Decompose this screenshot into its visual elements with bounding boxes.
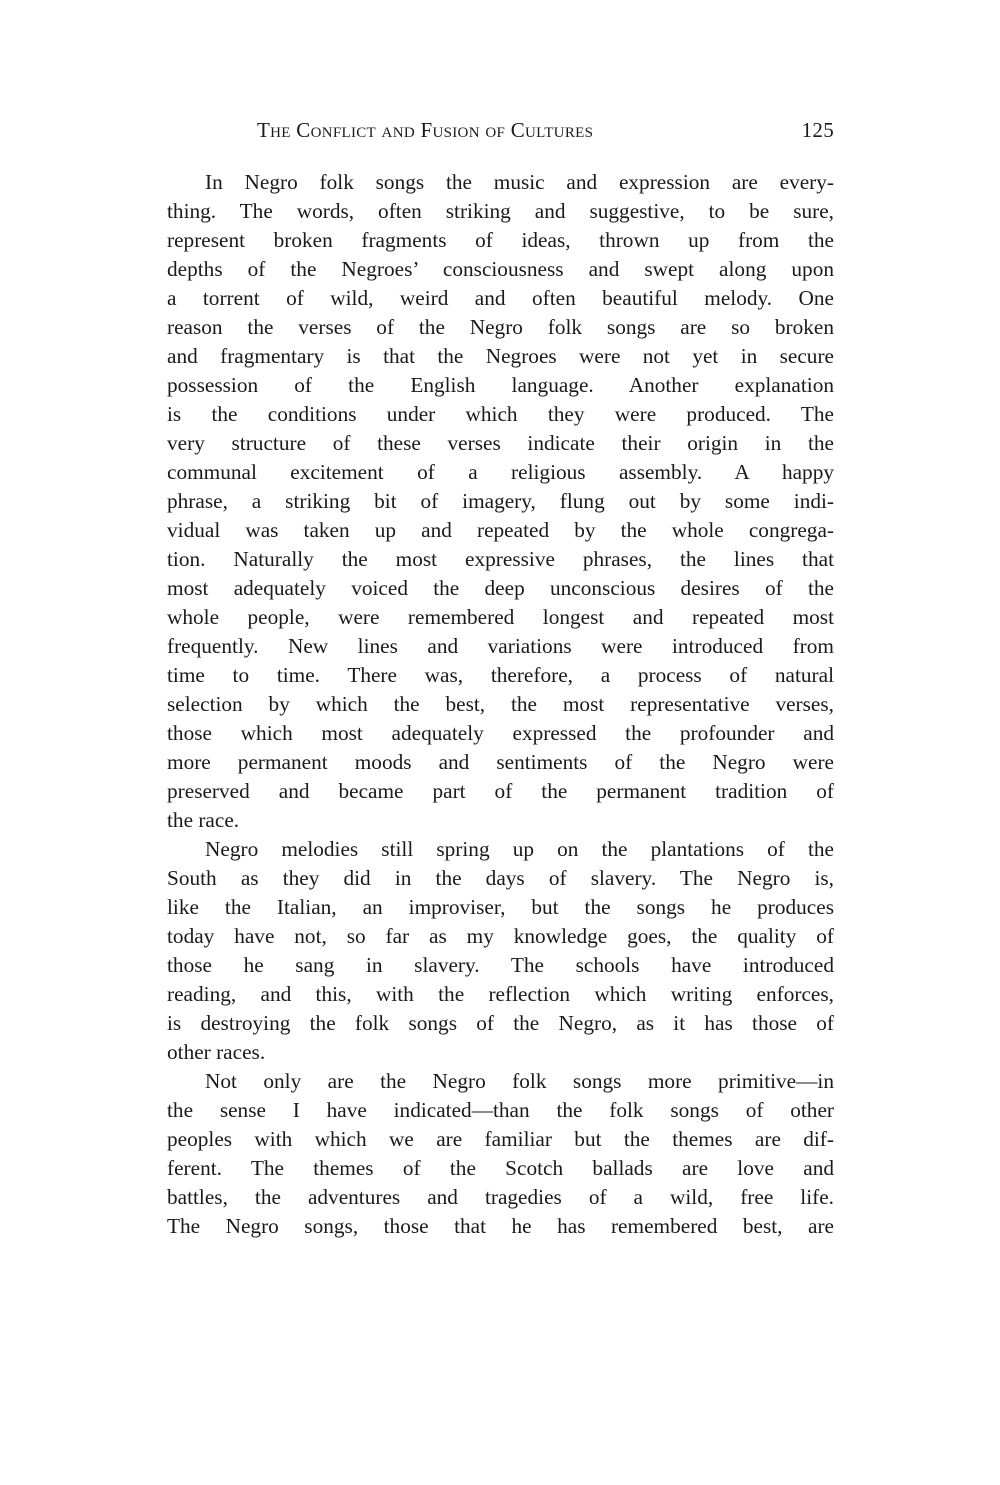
text-line: In Negro folk songs the music and expression are every- [205,170,834,194]
text-line: represent broken fragments of ideas, thrown up from the [167,228,834,252]
text-line: more permanent moods and sentiments of the Negro were [167,750,834,774]
text-line: selection by which the best, the most representative verses, [167,692,834,716]
text-line: preserved and became part of the permanent tradition of [167,779,834,803]
text-line: whole people, were remembered longest and repeated most [167,605,834,629]
text-line: thing. The words, often striking and suggestive, to be sure, [167,199,834,223]
text-line: peoples with which we are familiar but the themes are dif- [167,1127,834,1151]
text-line: the sense I have indicated—than the folk songs of other [167,1098,834,1122]
text-line: phrase, a striking bit of imagery, flung out by some indi- [167,489,834,513]
text-line: Not only are the Negro folk songs more primitive—in [205,1069,834,1093]
page-number: 125 [801,118,834,142]
text-line: other races. [167,1040,266,1064]
text-line: very structure of these verses indicate their origin in the [167,431,834,455]
text-line: those he sang in slavery. The schools have introduced [167,953,834,977]
text-line: tion. Naturally the most expressive phrases, the lines that [167,547,834,571]
text-line: is the conditions under which they were produced. The [167,402,834,426]
text-line: and fragmentary is that the Negroes were not yet in secure [167,344,834,368]
text-line: The Negro songs, those that he has remembered best, are [167,1214,834,1238]
text-line: battles, the adventures and tragedies of a wild, free life. [167,1185,834,1209]
book-page [167,112,834,1241]
text-line: reading, and this, with the reflection which writing enforces, [167,982,834,1006]
text-line: today have not, so far as my knowledge goes, the quality of [167,924,834,948]
text-line: most adequately voiced the deep unconscious desires of the [167,576,834,600]
text-line: communal excitement of a religious assembly. A happy [167,460,834,484]
paragraph-2 [167,835,834,1067]
text-line: vidual was taken up and repeated by the whole congrega- [167,518,834,542]
text-line: the race. [167,808,240,832]
text-line: like the Italian, an improviser, but the songs he produces [167,895,834,919]
text-line: is destroying the folk songs of the Negro, as it has those of [167,1011,834,1035]
paragraph-3 [167,1067,834,1241]
running-head [167,112,834,148]
text-line: a torrent of wild, weird and often beautiful melody. One [167,286,834,310]
body-text [167,168,834,1241]
text-line: reason the verses of the Negro folk songs are so broken [167,315,834,339]
text-line: possession of the English language. Another explanation [167,373,834,397]
text-line: depths of the Negroes’ consciousness and swept along upon [167,257,834,281]
text-line: Negro melodies still spring up on the plantations of the [205,837,834,861]
text-line: frequently. New lines and variations were introduced from [167,634,834,658]
running-title: The Conflict and Fusion of Cultures [257,118,594,142]
text-line: time to time. There was, therefore, a process of natural [167,663,834,687]
text-line: ferent. The themes of the Scotch ballads are love and [167,1156,834,1180]
paragraph-1 [167,168,834,835]
text-line: South as they did in the days of slavery. The Negro is, [167,866,834,890]
text-line: those which most adequately expressed the profounder and [167,721,834,745]
